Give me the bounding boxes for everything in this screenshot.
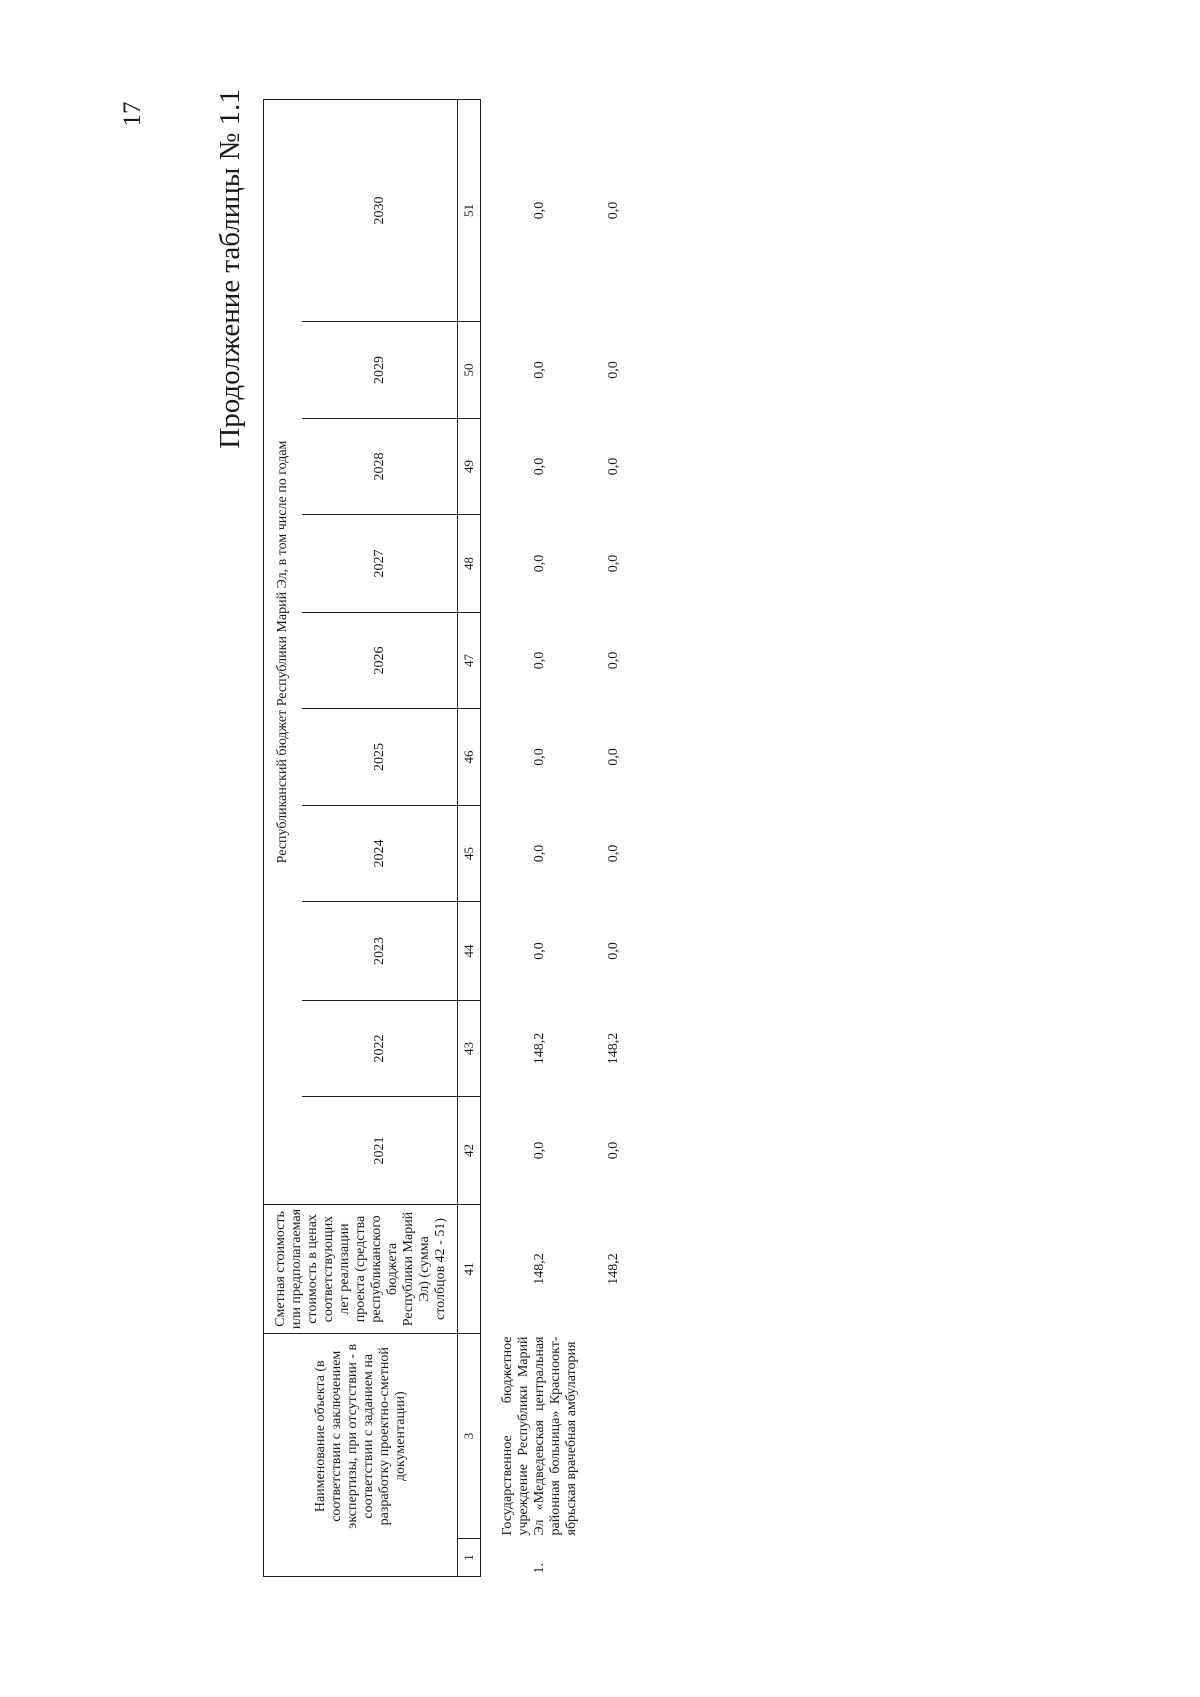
header-blank-cell — [264, 1539, 458, 1577]
column-number: 1 — [458, 1539, 481, 1577]
row-value-2029: 0,0 — [605, 361, 621, 379]
column-number: 45 — [458, 806, 481, 902]
row-value-2026: 0,0 — [605, 651, 621, 670]
header-budget-group: Республиканский бюджет Республики Марий Эл, в том числе по годам — [264, 99, 303, 1204]
row-value-2027: 0,0 — [531, 554, 547, 573]
row-value-2023: 0,0 — [531, 942, 547, 960]
row-value-2025: 0,0 — [531, 748, 547, 766]
header-year-2030: 2030 — [302, 99, 458, 321]
header-year-2022: 2022 — [302, 1001, 458, 1097]
column-number: 51 — [458, 99, 481, 321]
row-value-2028: 0,0 — [531, 457, 547, 476]
header-year-2024: 2024 — [302, 806, 458, 902]
column-number: 41 — [458, 1205, 481, 1334]
header-object-name: Наименование объекта (в соответствии с заключением экспертизы, при отсутствии - в соответствии с заданием на разработку проектно-сметной документации) — [264, 1334, 458, 1539]
budget-table — [263, 99, 629, 1577]
row-value-2025: 0,0 — [605, 748, 621, 766]
row-total: 148,2 — [605, 1253, 621, 1285]
header-year-2027: 2027 — [302, 515, 458, 613]
header-row-top — [264, 99, 303, 1576]
column-number: 50 — [458, 322, 481, 419]
column-number: 42 — [458, 1097, 481, 1205]
column-number: 43 — [458, 1001, 481, 1097]
header-year-2025: 2025 — [302, 709, 458, 806]
row-value-2030: 0,0 — [605, 201, 621, 220]
row-value-2028: 0,0 — [605, 457, 621, 476]
page-number: 17 — [119, 101, 146, 127]
row-value-2022: 148,2 — [605, 1032, 621, 1065]
column-number: 49 — [458, 419, 481, 515]
row-value-2022: 148,2 — [531, 1032, 547, 1065]
row-object-name — [599, 1334, 629, 1539]
row-object-name: Государственное бюджетное учреждение Республики Марий Эл «Медведевская центральная районная больница» Краснооктябрьская врачебная амбулатория — [499, 1336, 579, 1536]
header-year-2023: 2023 — [302, 902, 458, 1001]
row-value-2027: 0,0 — [605, 554, 621, 573]
row-value-2024: 0,0 — [605, 844, 621, 863]
header-year-2026: 2026 — [302, 613, 458, 709]
header-year-2029: 2029 — [302, 322, 458, 419]
column-number: 46 — [458, 709, 481, 806]
header-year-2028: 2028 — [302, 419, 458, 515]
row-index — [599, 1539, 629, 1577]
row-index: 1. — [531, 1563, 547, 1574]
table-caption: Продолжение таблицы № 1.1 — [214, 89, 246, 449]
column-number: 3 — [458, 1334, 481, 1539]
table-row — [481, 99, 599, 1576]
row-value-2023: 0,0 — [605, 942, 621, 960]
column-number: 47 — [458, 613, 481, 709]
row-value-2024: 0,0 — [531, 844, 547, 863]
column-number-row — [458, 99, 481, 1576]
row-value-2029: 0,0 — [531, 361, 547, 379]
header-estimated-cost: Сметная стоимость или предполагаемая стоимость в ценах соответствующих лет реализации проекта (средства республиканского бюджета Республики Марий Эл) (сумма столбцов 42 - 51) — [264, 1205, 458, 1334]
column-number: 44 — [458, 902, 481, 1001]
row-value-2030: 0,0 — [531, 201, 547, 220]
row-total: 148,2 — [531, 1253, 547, 1285]
rotated-table-wrapper — [263, 100, 621, 1577]
table-row — [599, 99, 629, 1576]
row-value-2021: 0,0 — [605, 1141, 621, 1160]
row-value-2026: 0,0 — [531, 651, 547, 670]
column-number: 48 — [458, 515, 481, 613]
header-year-2021: 2021 — [302, 1097, 458, 1205]
row-value-2021: 0,0 — [531, 1141, 547, 1160]
